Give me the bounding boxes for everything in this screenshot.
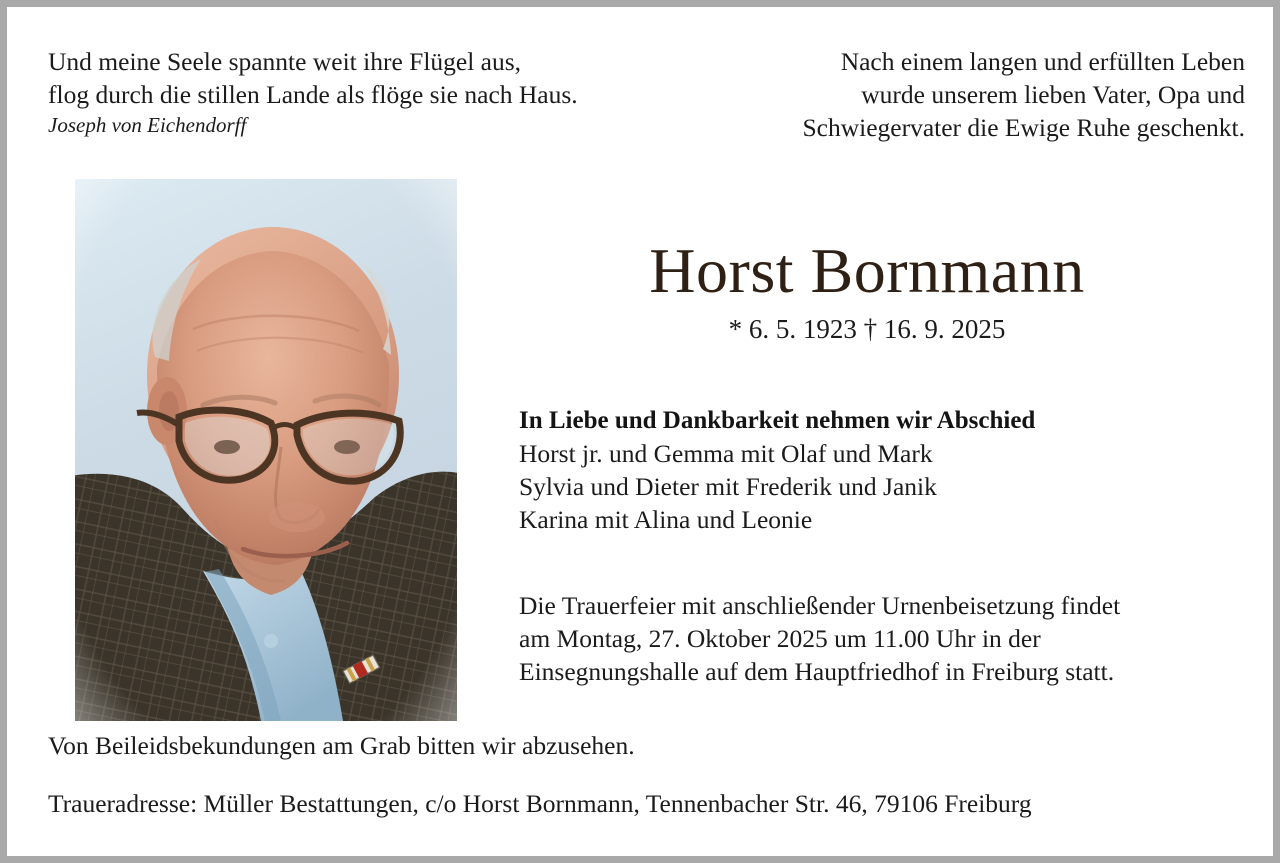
service-details-block xyxy=(519,589,1259,688)
deceased-dates: * 6. 5. 1923 † 16. 9. 2025 xyxy=(728,314,1006,344)
service-line-3: Einsegnungshalle auf dem Hauptfriedhof in Freiburg statt. xyxy=(519,657,1115,686)
portrait-photo xyxy=(75,179,457,721)
condolences-note: Von Beileidsbekundungen am Grab bitten wir abzusehen. xyxy=(48,731,635,760)
poem-line-1: Und meine Seele spannte weit ihre Flügel aus, xyxy=(48,47,522,76)
portrait-image xyxy=(75,179,457,721)
intro-line-2: wurde unserem lieben Vater, Opa und xyxy=(861,80,1245,109)
poem-line-2: flog durch die stillen Lande als flöge sie nach Haus. xyxy=(48,80,578,109)
portrait-illustration xyxy=(75,179,457,721)
service-line-1: Die Trauerfeier mit anschließender Urnenbeisetzung findet xyxy=(519,591,1121,620)
obituary-card xyxy=(7,7,1273,856)
family-heading: In Liebe und Dankbarkeit nehmen wir Abschied xyxy=(519,407,1036,434)
shirt-button xyxy=(264,634,278,648)
poem-block xyxy=(48,45,688,140)
family-line-1: Horst jr. und Gemma mit Olaf und Mark xyxy=(519,439,933,468)
intro-line-1: Nach einem langen und erfüllten Leben xyxy=(840,47,1245,76)
poem-attribution: Joseph von Eichendorff xyxy=(48,113,247,137)
mourning-address: Traueradresse: Müller Bestattungen, c/o Horst Bornmann, Tennenbacher Str. 46, 79106 Freiburg xyxy=(48,789,1032,818)
family-line-3: Karina mit Alina und Leonie xyxy=(519,505,813,534)
intro-block xyxy=(685,45,1245,144)
family-line-2: Sylvia und Dieter mit Frederik und Janik xyxy=(519,472,937,501)
family-block xyxy=(519,404,1239,536)
intro-line-3: Schwiegervater die Ewige Ruhe geschenkt. xyxy=(802,113,1245,142)
service-line-2: am Montag, 27. Oktober 2025 um 11.00 Uhr in der xyxy=(519,624,1041,653)
deceased-name: Horst Bornmann xyxy=(649,235,1085,306)
